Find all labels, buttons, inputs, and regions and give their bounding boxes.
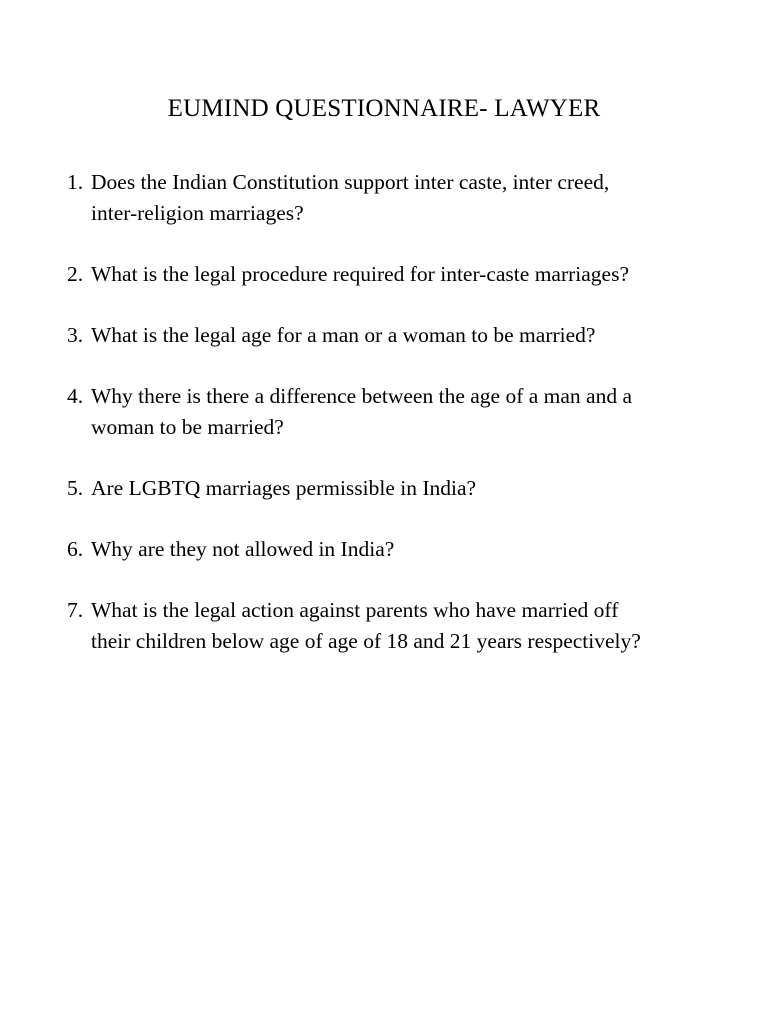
question-text-line: What is the legal procedure required for inter-caste marriages? — [91, 262, 629, 286]
question-text-line: Does the Indian Constitution support inter caste, inter creed, — [91, 170, 610, 194]
question-text-line: Are LGBTQ marriages permissible in India? — [91, 476, 477, 500]
question-text-line: inter-religion marriages? — [91, 201, 304, 225]
question-number: 6. — [67, 537, 84, 561]
question-number: 4. — [67, 384, 84, 408]
question-item — [67, 473, 707, 504]
question-list — [67, 167, 707, 687]
document-title: EUMIND QUESTIONNAIRE- LAWYER — [167, 95, 601, 122]
question-item — [67, 381, 707, 443]
question-text-line: woman to be married? — [91, 415, 284, 439]
question-item — [67, 595, 707, 657]
question-text-line: their children below age of age of 18 and 21 years respectively? — [91, 629, 641, 653]
question-number: 5. — [67, 476, 84, 500]
question-text-line: What is the legal age for a man or a woman to be married? — [91, 323, 596, 347]
question-text-line: Why are they not allowed in India? — [91, 537, 395, 561]
question-number: 2. — [67, 262, 84, 286]
question-item — [67, 534, 707, 565]
question-text-line: Why there is there a difference between the age of a man and a — [91, 384, 633, 408]
question-text-line: What is the legal action against parents who have married off — [91, 598, 619, 622]
question-item — [67, 167, 707, 229]
question-number: 7. — [67, 598, 84, 622]
question-item — [67, 320, 707, 351]
question-number: 3. — [67, 323, 84, 347]
question-item — [67, 259, 707, 290]
question-number: 1. — [67, 170, 84, 194]
